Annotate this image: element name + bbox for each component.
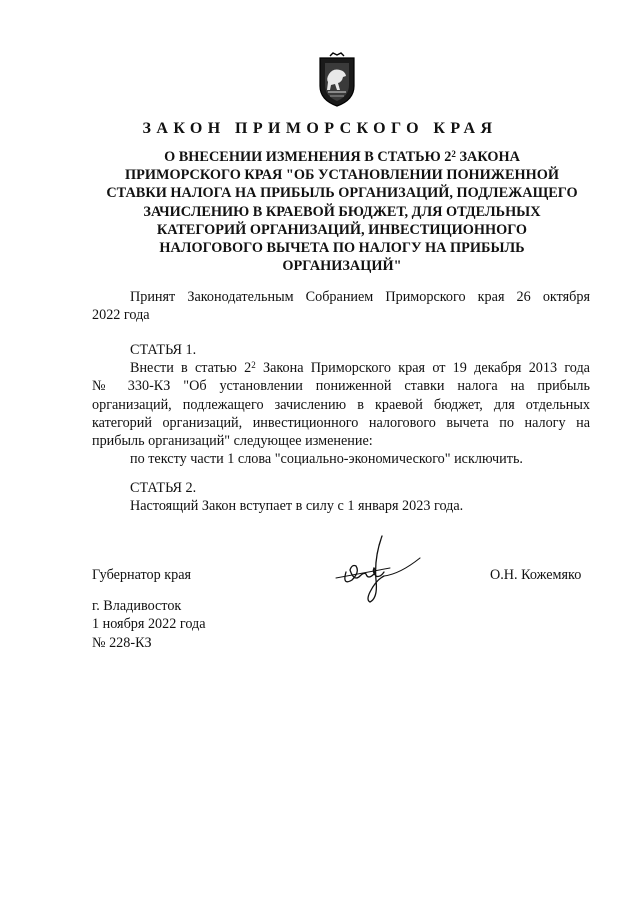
heading-line: КАТЕГОРИЙ ОРГАНИЗАЦИЙ, ИНВЕСТИЦИОННОГО xyxy=(156,221,528,238)
city: г. Владивосток xyxy=(92,598,182,614)
place-date-number xyxy=(92,597,206,652)
article-2-title: СТАТЬЯ 2. xyxy=(130,480,197,496)
adoption-line: Принят Законодательным Собранием Приморского края 26 октября xyxy=(130,289,590,305)
signature-image xyxy=(330,528,426,606)
heading-line: ПРИМОРСКОГО КРАЯ "ОБ УСТАНОВЛЕНИИ ПОНИЖЕННОЙ xyxy=(125,167,559,184)
adoption-statement xyxy=(92,288,590,325)
law-heading xyxy=(88,148,596,275)
article-1-title: СТАТЬЯ 1. xyxy=(130,342,197,358)
coat-of-arms-icon xyxy=(316,52,358,108)
article-1-line: № 330-КЗ "Об установлении пониженной ставки налога на прибыль xyxy=(92,378,590,395)
article-1-line: категорий организаций, инвестиционного налогового вычета по налогу на xyxy=(92,414,590,431)
article-1-line: Внести в статью $2^2$ Закона Приморского края от 19 декабря 2013 года xyxy=(130,360,590,376)
signatory-position: Губернатор края xyxy=(92,567,192,583)
article-1-line: прибыль организаций" следующее изменение: xyxy=(92,433,373,450)
article-1-line: организаций, подлежащего зачислению в краевой бюджет, для отдельных xyxy=(92,396,590,413)
article-1-text xyxy=(92,359,590,469)
law-number: № 228-КЗ xyxy=(92,634,152,651)
signatory-name: О.Н. Кожемяко xyxy=(490,567,582,583)
heading-line: ОРГАНИЗАЦИЙ" xyxy=(282,258,402,275)
law-title: ЗАКОН ПРИМОРСКОГО КРАЯ xyxy=(142,120,498,137)
heading-line: НАЛОГОВОГО ВЫЧЕТА ПО НАЛОГУ НА ПРИБЫЛЬ xyxy=(159,240,525,257)
heading-line: О ВНЕСЕНИИ ИЗМЕНЕНИЯ В СТАТЬЮ $2^2$ ЗАКОНА xyxy=(164,149,520,165)
article-2-text: Настоящий Закон вступает в силу с 1 января 2023 года. xyxy=(130,498,464,514)
signing-date: 1 ноября 2022 года xyxy=(92,616,206,633)
article-1-change: по тексту части 1 слова "социально-экономического" исключить. xyxy=(130,451,523,468)
adoption-line: 2022 года xyxy=(92,307,150,324)
heading-line: СТАВКИ НАЛОГА НА ПРИБЫЛЬ ОРГАНИЗАЦИЙ, ПОДЛЕЖАЩЕГО xyxy=(106,185,578,202)
heading-line: ЗАЧИСЛЕНИЮ В КРАЕВОЙ БЮДЖЕТ, ДЛЯ ОТДЕЛЬНЫХ xyxy=(143,203,541,220)
